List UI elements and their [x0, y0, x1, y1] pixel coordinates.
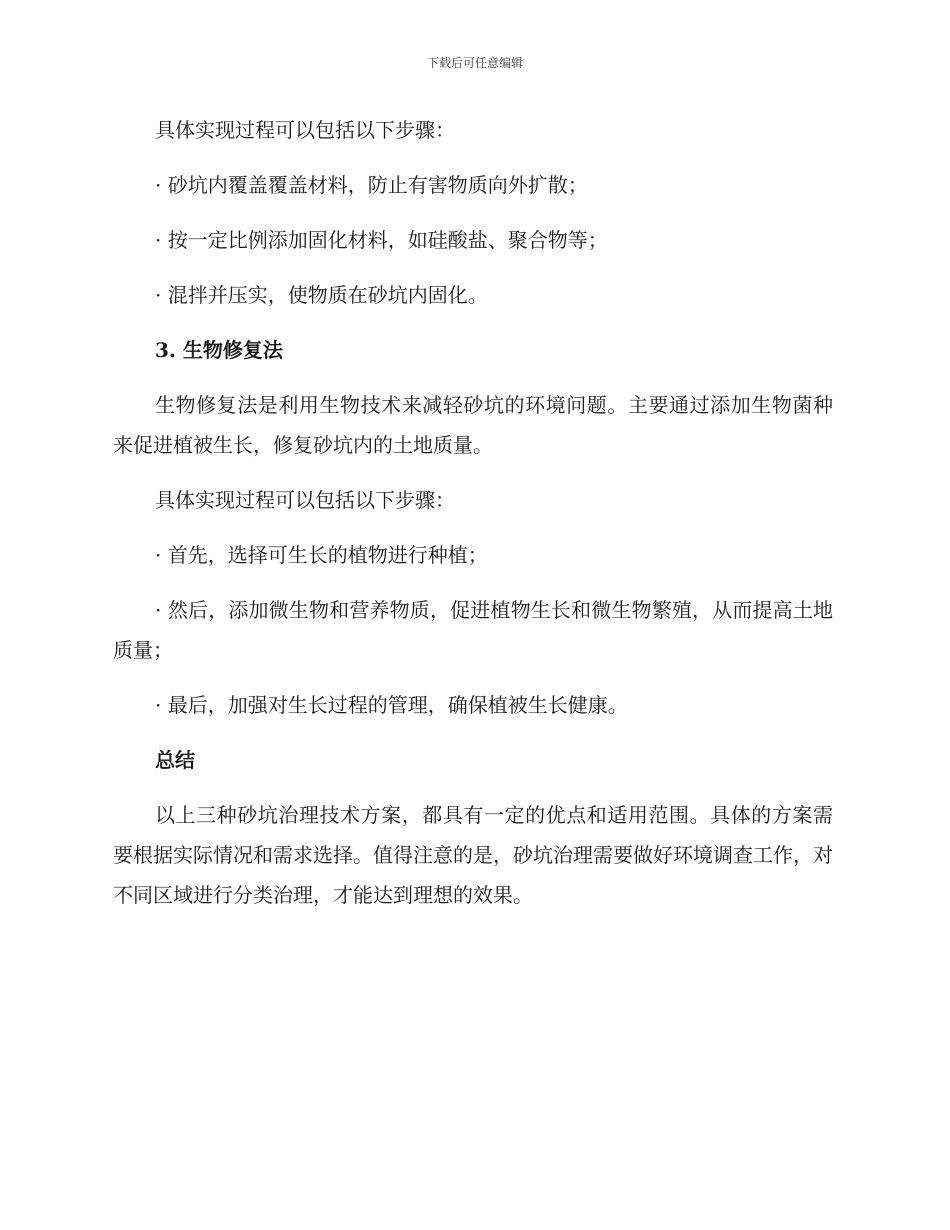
page-header: 下载后可任意编辑 [426, 56, 523, 70]
bullet-item: · 然后，添加微生物和营养物质，促进植物生长和微生物繁殖，从而提高土地质量； [113, 598, 833, 662]
bioremediation-paragraph: 生物修复法是利用生物技术来减轻砂坑的环境问题。主要通过添加生物菌种来促进植被生长，修复砂坑内的土地质量。 [113, 393, 833, 457]
bullet-item: · 砂坑内覆盖覆盖材料，防止有害物质向外扩散； [155, 173, 588, 197]
bullet-item: · 最后，加强对生长过程的管理，确保植被生长健康。 [155, 693, 628, 717]
steps-intro-paragraph: 具体实现过程可以包括以下步骤： [155, 118, 455, 142]
steps-intro-paragraph: 具体实现过程可以包括以下步骤： [155, 488, 455, 512]
bullet-item: · 按一定比例添加固化材料，如硅酸盐、聚合物等； [155, 228, 608, 252]
summary-paragraph: 以上三种砂坑治理技术方案，都具有一定的优点和适用范围。具体的方案需要根据实际情况和需求选择。值得注意的是，砂坑治理需要做好环境调查工作，对不同区域进行分类治理，才能达到理想的效果。 [113, 803, 833, 907]
document-body [113, 110, 833, 930]
section-heading-summary: 总结 [155, 748, 195, 772]
bullet-item: · 混拌并压实，使物质在砂坑内固化。 [155, 283, 488, 307]
bullet-item: · 首先，选择可生长的植物进行种植； [155, 543, 488, 567]
section-heading-bioremediation: 3. 生物修复法 [155, 338, 283, 362]
